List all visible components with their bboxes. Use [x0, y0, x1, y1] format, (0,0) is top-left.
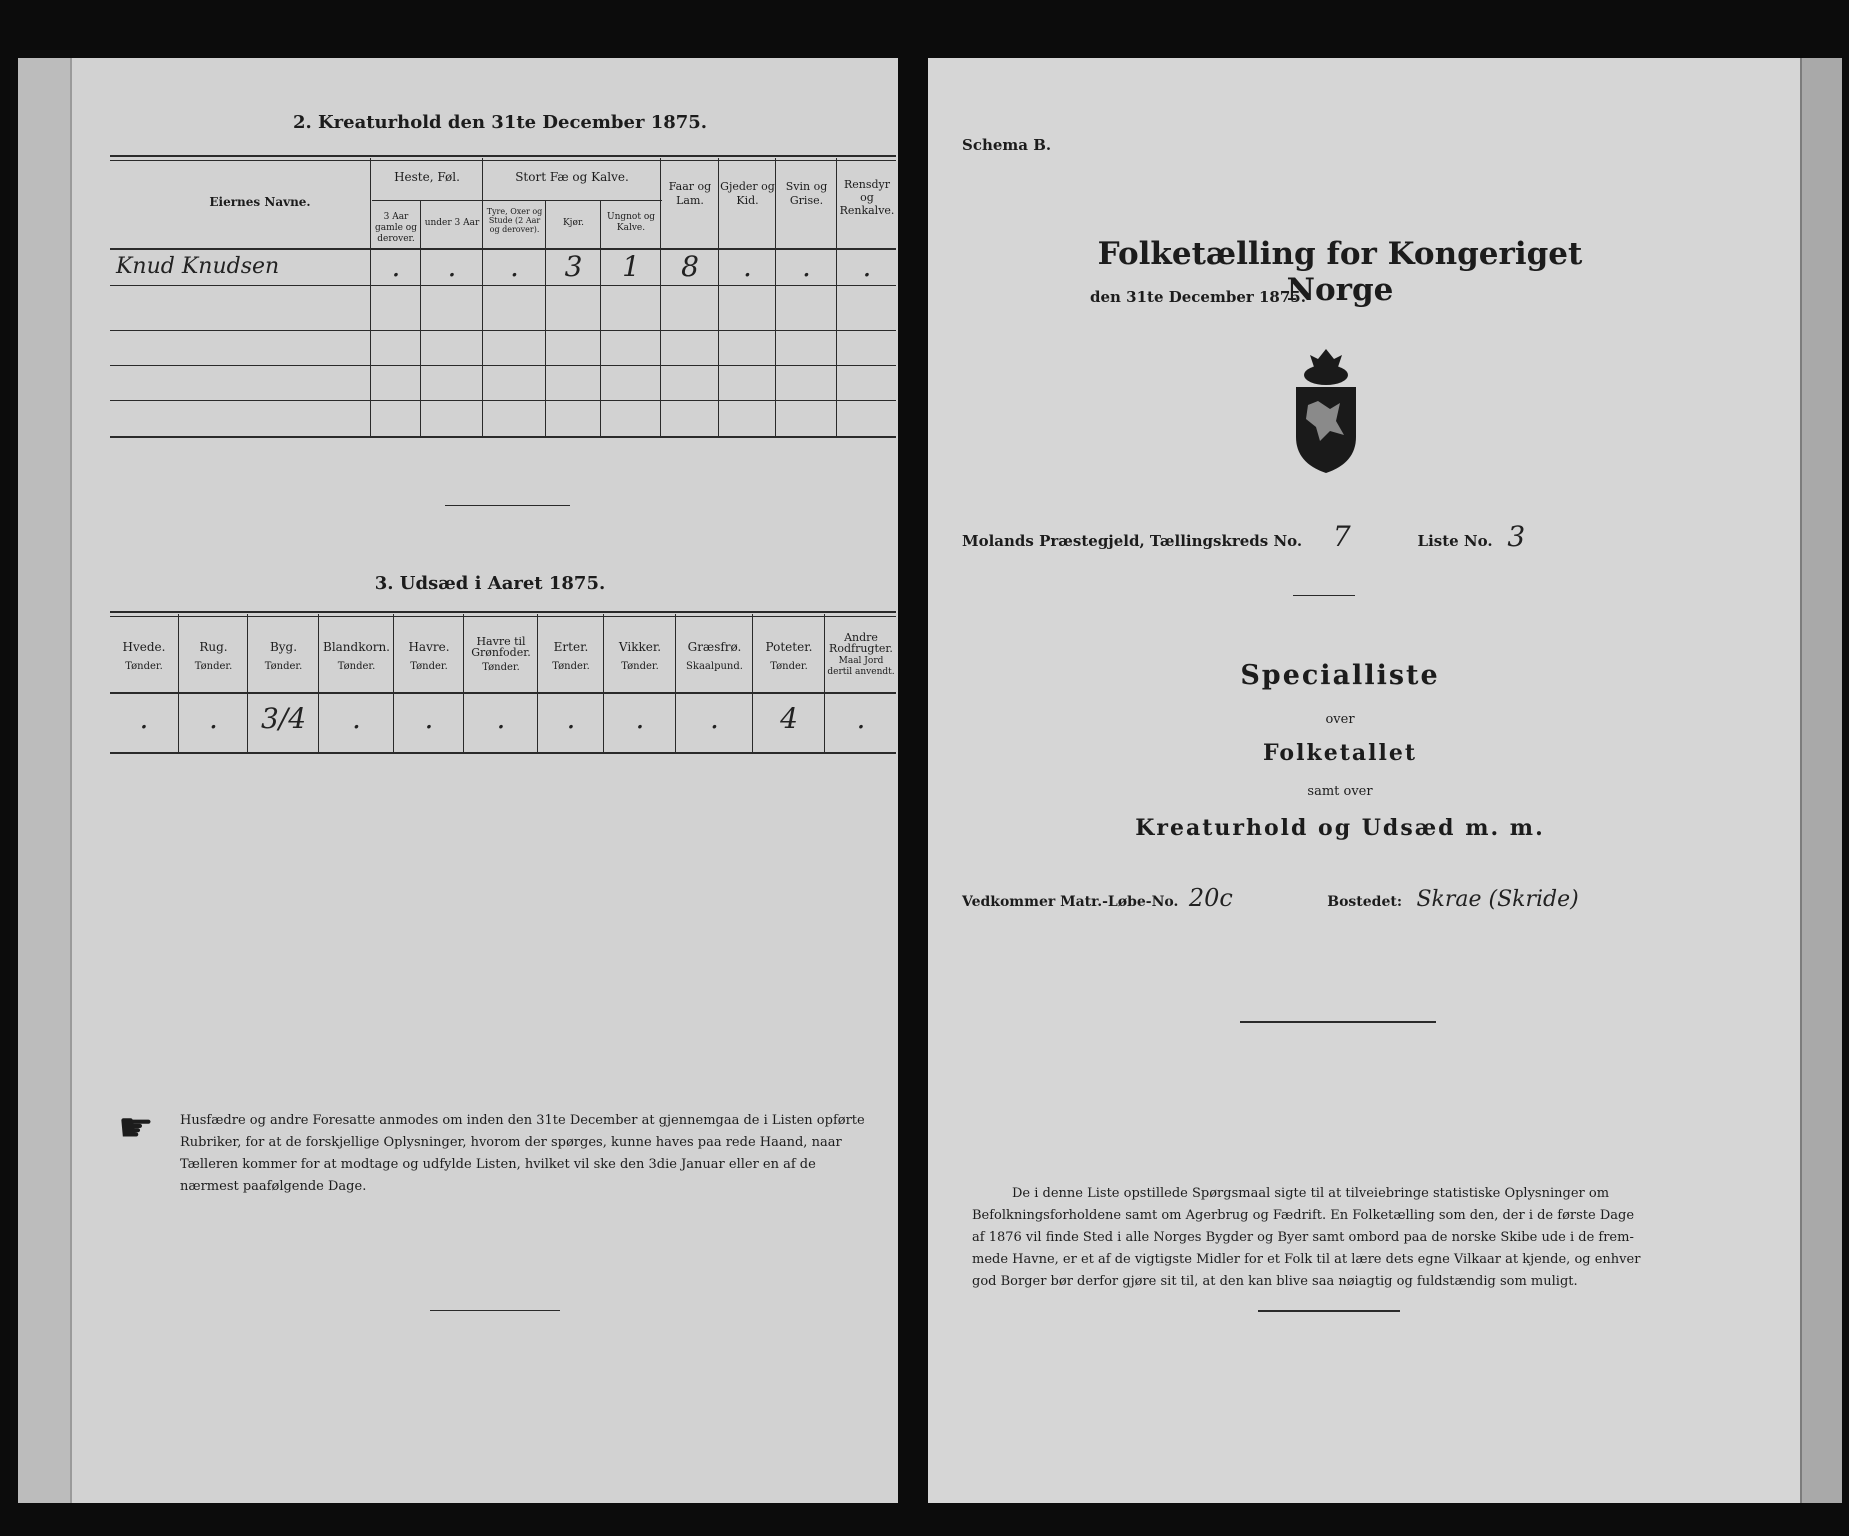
seed-name-roots: Andre Rodfrugter.	[829, 631, 893, 655]
sheep-header: Faar og Lam.	[668, 180, 712, 207]
seed-value-vetch: .	[635, 702, 645, 735]
seed-value-oats: .	[424, 702, 434, 735]
right-page-edge-strip	[1800, 58, 1842, 1503]
matr-label: Vedkommer Matr.-Løbe-No.	[962, 894, 1179, 910]
footer-line: Befolkningsforholdene samt om Agerbrug og Fædrift. En Folketælling som den, der i de første Dage	[972, 1208, 1635, 1223]
notice-line: Rubriker, for at de forskjellige Oplysninger, hvorom der spørges, kunne haves paa rede Haand, naar	[180, 1135, 842, 1150]
seed-value-barley: 3/4	[260, 702, 307, 735]
seed-header-oats	[395, 642, 463, 672]
notice-line: Husfædre og andre Foresatte anmodes om inden den 31te December at gjennemgaa de i Listen opførte	[180, 1113, 865, 1128]
seed-header-wheat	[110, 642, 178, 672]
seed-header-grass	[677, 642, 752, 672]
notice-line: Tælleren kommer for at modtage og udfylde Listen, hvilket vil ske den 3die Januar eller en af de	[180, 1157, 816, 1172]
pointing-hand-icon: ☛	[118, 1105, 154, 1151]
seed-value-mixed: .	[352, 702, 361, 735]
seed-unit-rye: Tønder.	[194, 661, 233, 672]
seed-header-vetch	[605, 642, 675, 672]
pigs-value: .	[802, 250, 811, 283]
left-page-binding-strip	[18, 58, 72, 1503]
cattle-header: Stort Fæ og Kalve.	[515, 170, 629, 184]
divider	[430, 1310, 560, 1311]
bostedet-value: Skrae (Skride)	[1416, 887, 1579, 912]
seed-name-green-oats: Havre til Grønfoder.	[471, 635, 531, 659]
seed-unit-barley: Tønder.	[264, 661, 303, 672]
parish-line	[962, 520, 1782, 553]
seed-header-green-oats	[465, 636, 537, 673]
goats-header: Gjeder og Kid.	[720, 180, 775, 207]
footer-line: god Borger bør derfor gjøre sit til, at den kan blive saa nøiagtig og fuldstændig som muligt.	[972, 1274, 1578, 1289]
seed-unit-potatoes: Tønder.	[770, 661, 808, 672]
sheep-value: 8	[681, 250, 699, 283]
seed-unit-vetch: Tønder.	[621, 661, 659, 672]
footer-line: mede Havne, er et af de vigtigste Midler for et Folk til at lære dets egne Vilkaar at kjende, og enhver	[972, 1252, 1641, 1267]
schema-label: Schema B.	[962, 136, 1052, 154]
parish-label: Molands Præstegjeld, Tællingskreds No.	[962, 532, 1303, 550]
footer-line: De i denne Liste opstillede Spørgsmaal sigte til at tilveiebringe statistiske Oplysninger om	[1012, 1186, 1610, 1201]
seed-unit-wheat: Tønder.	[125, 661, 163, 672]
pigs-header: Svin og Grise.	[785, 180, 828, 207]
divider	[1240, 1021, 1436, 1023]
divider	[1293, 595, 1355, 596]
district-number: 7	[1332, 520, 1351, 553]
owner-name: Knud Knudsen	[116, 254, 280, 279]
cows-value: 3	[564, 250, 583, 283]
list-number: 3	[1507, 520, 1526, 553]
notice-text	[180, 1110, 890, 1198]
seed-unit-mixed: Tønder.	[337, 661, 376, 672]
bulls-value: .	[510, 250, 519, 283]
matr-number: 20c	[1188, 884, 1233, 912]
bostedet-label: Bostedet:	[1327, 894, 1403, 910]
list-label: Liste No.	[1417, 532, 1493, 550]
divider	[445, 505, 570, 506]
seed-value-potatoes: 4	[780, 702, 798, 735]
seed-unit-oats: Tønder.	[410, 661, 448, 672]
seed-value-wheat: .	[139, 702, 149, 735]
footer-text	[972, 1183, 1762, 1293]
horses-header: Heste, Føl.	[394, 170, 460, 184]
young-cattle-header: Ungnot og Kalve.	[606, 212, 655, 233]
young-cattle-value: 1	[622, 250, 640, 283]
seed-value-green-oats: .	[496, 702, 506, 735]
seed-header-barley	[249, 642, 318, 672]
cows-header: Kjør.	[562, 218, 585, 228]
seed-name-barley: Byg.	[269, 640, 298, 654]
property-line	[962, 884, 1782, 912]
reindeer-header: Rensdyr og Renkalve.	[839, 178, 895, 217]
goats-value: .	[743, 250, 752, 283]
population-label: Folketallet	[1263, 740, 1417, 766]
seed-unit-roots: Maal Jord dertil anvendt.	[827, 656, 895, 677]
horses-old-header: 3 Aar gamle og derover.	[375, 212, 417, 244]
seed-header-potatoes	[754, 642, 824, 672]
owner-header: Eiernes Navne.	[209, 195, 311, 209]
livestock-seed-label: Kreaturhold og Udsæd m. m.	[1135, 815, 1545, 841]
seed-value-rye: .	[209, 702, 218, 735]
seed-name-mixed: Blandkorn.	[323, 640, 390, 654]
census-date: den 31te December 1875.	[1090, 288, 1306, 306]
seed-name-potatoes: Poteter.	[765, 640, 813, 654]
divider	[1258, 1310, 1400, 1312]
census-title: Folketælling for Kongeriget Norge	[1097, 236, 1583, 308]
seed-value-peas: .	[566, 702, 576, 735]
coat-of-arms-icon	[1286, 345, 1366, 477]
seed-name-vetch: Vikker.	[618, 640, 662, 654]
samt-over-label: samt over	[1307, 784, 1373, 799]
notice-line: nærmest paafølgende Dage.	[180, 1179, 367, 1194]
horses-young-header: under 3 Aar	[424, 218, 480, 228]
seed-name-grass: Græsfrø.	[687, 640, 742, 654]
seed-unit-peas: Tønder.	[552, 661, 590, 672]
reindeer-value: .	[862, 250, 872, 283]
seed-header-peas	[539, 642, 603, 672]
seed-name-oats: Havre.	[408, 640, 450, 654]
seed-header-roots	[826, 632, 896, 678]
horses-old-value: .	[391, 250, 401, 283]
footer-line: af 1876 vil finde Sted i alle Norges Bygder og Byer samt ombord paa de norske Skibe ude i de frem-	[972, 1230, 1634, 1245]
horses-young-value: .	[447, 250, 457, 283]
over-label: over	[1325, 712, 1355, 727]
seed-header-rye	[180, 642, 247, 672]
section3-title: 3. Udsæd i Aaret 1875.	[374, 573, 606, 594]
seed-name-wheat: Hvede.	[122, 640, 166, 654]
seed-unit-grass: Skaalpund.	[686, 661, 743, 672]
seed-name-rye: Rug.	[199, 640, 228, 654]
seed-name-peas: Erter.	[553, 640, 589, 654]
bulls-header: Tyre, Oxer og Stude (2 Aar og derover).	[486, 207, 543, 234]
special-list-title: Specialliste	[1240, 660, 1440, 691]
seed-unit-green-oats: Tønder.	[482, 662, 520, 673]
seed-value-roots: .	[856, 702, 866, 735]
seed-header-mixed	[320, 642, 393, 672]
section2-title: 2. Kreaturhold den 31te December 1875.	[292, 112, 708, 133]
seed-value-grass: .	[710, 702, 719, 735]
